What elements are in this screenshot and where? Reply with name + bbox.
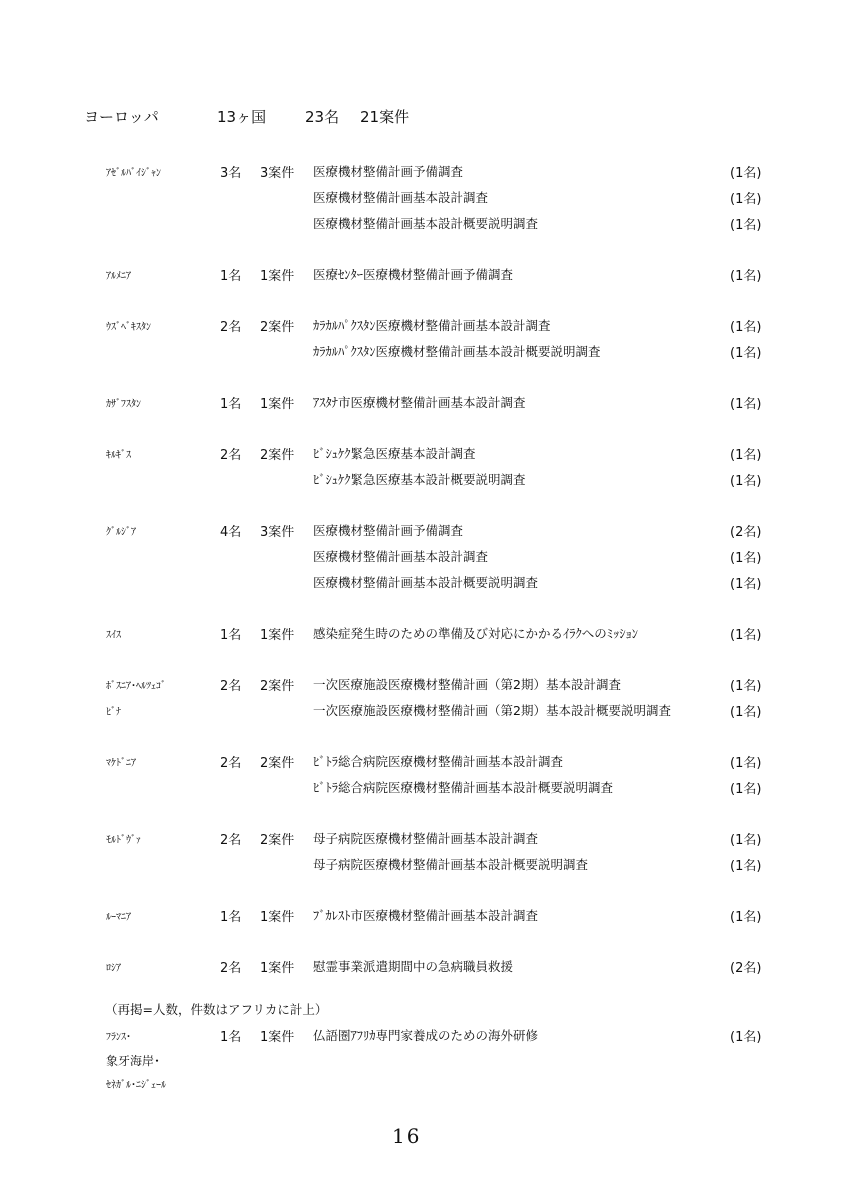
project-name: ﾋﾞｼｭｹｸ緊急医療基本設計調査: [313, 446, 476, 461]
list-item: [0, 210, 853, 236]
list-item: [0, 1022, 853, 1046]
people-count: 3名: [220, 166, 242, 181]
country-name: ﾙｰﾏﾆｱ: [106, 912, 131, 923]
list-item: [0, 261, 853, 287]
country-name: ｱﾙﾒﾆｱ: [106, 271, 131, 282]
project-name: 一次医療施設医療機材整備計画（第2期）基本設計概要説明調査: [313, 703, 671, 718]
people-count: 1名: [220, 397, 242, 412]
case-count: 1案件: [260, 910, 295, 925]
people-count: 2名: [220, 320, 242, 335]
country-name: ｱｾﾞﾙﾊﾞｲｼﾞｬﾝ: [106, 168, 161, 179]
people-count: 1名: [220, 628, 242, 643]
country-name: ﾓﾙﾄﾞｳﾞｧ: [106, 835, 141, 846]
list-item: [0, 569, 853, 595]
case-count: 2案件: [260, 320, 295, 335]
project-people: (1名): [730, 628, 762, 643]
project-name: 母子病院医療機材整備計画基本設計調査: [313, 831, 539, 846]
people-count: 2名: [220, 961, 242, 976]
project-name: 慰霊事業派遣期間中の急病職員救援: [313, 959, 514, 974]
country-name: ｽｲｽ: [106, 630, 121, 641]
country-name: ｾﾈｶﾞﾙ･ﾆｼﾞｪｰﾙ: [106, 1080, 166, 1091]
project-people: (1名): [730, 320, 762, 335]
country-name-continued: ﾋﾞﾅ: [106, 707, 121, 718]
case-count: 2案件: [260, 756, 295, 771]
case-count: 1案件: [260, 1030, 295, 1045]
people-count: 2名: [220, 448, 242, 463]
project-people: (2名): [730, 961, 762, 976]
project-people: (1名): [730, 448, 762, 463]
country-section: [0, 671, 853, 723]
project-name: 仏語圏ｱﾌﾘｶ専門家養成のための海外研修: [313, 1028, 539, 1043]
project-name: 医療機材整備計画基本設計概要説明調査: [313, 575, 539, 590]
heading-countries: 13ヶ国: [217, 108, 267, 126]
people-count: 1名: [220, 1030, 242, 1045]
case-count: 3案件: [260, 525, 295, 540]
country-section: [0, 748, 853, 800]
people-count: 2名: [220, 756, 242, 771]
people-count: 4名: [220, 525, 242, 540]
list-item: [0, 902, 853, 928]
country-name: ﾌﾗﾝｽ･: [106, 1032, 131, 1043]
list-item: [0, 825, 853, 851]
list-item: [0, 953, 853, 979]
project-people: (2名): [730, 525, 762, 540]
case-count: 2案件: [260, 833, 295, 848]
people-count: 2名: [220, 833, 242, 848]
country-section: [0, 158, 853, 236]
project-people: (1名): [730, 705, 762, 720]
project-people: (1名): [730, 346, 762, 361]
list-item: [0, 851, 853, 877]
project-people: (1名): [730, 192, 762, 207]
project-name: 医療機材整備計画予備調査: [313, 164, 464, 179]
list-item: [0, 774, 853, 800]
project-name: 一次医療施設医療機材整備計画（第2期）基本設計調査: [313, 677, 621, 692]
country-section: [0, 953, 853, 979]
project-people: (1名): [730, 1030, 762, 1045]
country-section: [0, 440, 853, 492]
country-name: 象牙海岸･: [106, 1054, 161, 1068]
project-name: 医療機材整備計画予備調査: [313, 523, 464, 538]
list-item: [0, 517, 853, 543]
case-count: 2案件: [260, 679, 295, 694]
project-name: ｶﾗｶﾙﾊﾟｸｽﾀﾝ医療機材整備計画基本設計調査: [313, 318, 551, 333]
case-count: 3案件: [260, 166, 295, 181]
project-people: (1名): [730, 679, 762, 694]
country-name: ｸﾞﾙｼﾞｱ: [106, 527, 136, 538]
list-item: [0, 158, 853, 184]
project-name: ﾋﾞﾄﾗ総合病院医療機材整備計画基本設計概要説明調査: [313, 780, 614, 795]
country-list: [0, 158, 853, 979]
list-item: [0, 466, 853, 492]
project-people: (1名): [730, 910, 762, 925]
project-name: 母子病院医療機材整備計画基本設計概要説明調査: [313, 857, 589, 872]
project-name: ｶﾗｶﾙﾊﾟｸｽﾀﾝ医療機材整備計画基本設計概要説明調査: [313, 344, 601, 359]
case-count: 1案件: [260, 269, 295, 284]
country-section: [0, 620, 853, 646]
project-people: (1名): [730, 782, 762, 797]
list-item: [0, 671, 853, 697]
list-item: [0, 1070, 853, 1094]
project-name: 医療ｾﾝﾀｰ医療機材整備計画予備調査: [313, 267, 514, 282]
list-item: [0, 1046, 853, 1070]
country-section: [0, 312, 853, 364]
country-name: ｳｽﾞﾍﾞｷｽﾀﾝ: [106, 322, 151, 333]
note-text: （再掲=人数，件数はアフリカに計上）: [105, 1002, 328, 1017]
heading-people: 23名: [305, 108, 340, 126]
list-item: [0, 543, 853, 569]
project-name: 感染症発生時のための準備及び対応にかかるｲﾗｸへのﾐｯｼｮﾝ: [313, 626, 639, 641]
project-people: (1名): [730, 166, 762, 181]
people-count: 1名: [220, 269, 242, 284]
case-count: 1案件: [260, 397, 295, 412]
project-people: (1名): [730, 218, 762, 233]
country-section: [0, 825, 853, 877]
project-name: 医療機材整備計画基本設計概要説明調査: [313, 216, 539, 231]
page-number: 16: [392, 1124, 422, 1148]
list-item: [0, 312, 853, 338]
project-people: (1名): [730, 474, 762, 489]
project-name: ﾋﾞｼｭｹｸ緊急医療基本設計概要説明調査: [313, 472, 526, 487]
list-item: [0, 338, 853, 364]
project-name: ﾌﾞｶﾚｽﾄ市医療機材整備計画基本設計調査: [313, 908, 539, 923]
heading-region: ヨーロッパ: [84, 108, 159, 126]
project-name: ｱｽﾀﾅ市医療機材整備計画基本設計調査: [313, 395, 526, 410]
heading-cases: 21案件: [360, 108, 410, 126]
case-count: 1案件: [260, 628, 295, 643]
people-count: 1名: [220, 910, 242, 925]
country-section: [0, 389, 853, 415]
reposted-section: [0, 1022, 853, 1094]
country-section: [0, 261, 853, 287]
country-name: ﾎﾞｽﾆｱ･ﾍﾙﾂｪｺﾞ: [106, 681, 166, 692]
list-item: [0, 697, 853, 723]
list-item: [0, 620, 853, 646]
project-people: (1名): [730, 551, 762, 566]
case-count: 2案件: [260, 448, 295, 463]
project-people: (1名): [730, 833, 762, 848]
country-section: [0, 517, 853, 595]
project-name: ﾋﾞﾄﾗ総合病院医療機材整備計画基本設計調査: [313, 754, 564, 769]
country-section: [0, 902, 853, 928]
list-item: [0, 184, 853, 210]
project-name: 医療機材整備計画基本設計調査: [313, 549, 489, 564]
project-name: 医療機材整備計画基本設計調査: [313, 190, 489, 205]
list-item: [0, 748, 853, 774]
list-item: [0, 440, 853, 466]
project-people: (1名): [730, 859, 762, 874]
project-people: (1名): [730, 397, 762, 412]
project-people: (1名): [730, 269, 762, 284]
list-item: [0, 389, 853, 415]
country-name: ﾏｹﾄﾞﾆｱ: [106, 758, 136, 769]
country-name: ｶｻﾞﾌｽﾀﾝ: [106, 399, 141, 410]
people-count: 2名: [220, 679, 242, 694]
project-people: (1名): [730, 756, 762, 771]
country-name: ﾛｼｱ: [106, 963, 121, 974]
country-name: ｷﾙｷﾞｽ: [106, 450, 131, 461]
case-count: 1案件: [260, 961, 295, 976]
project-people: (1名): [730, 577, 762, 592]
